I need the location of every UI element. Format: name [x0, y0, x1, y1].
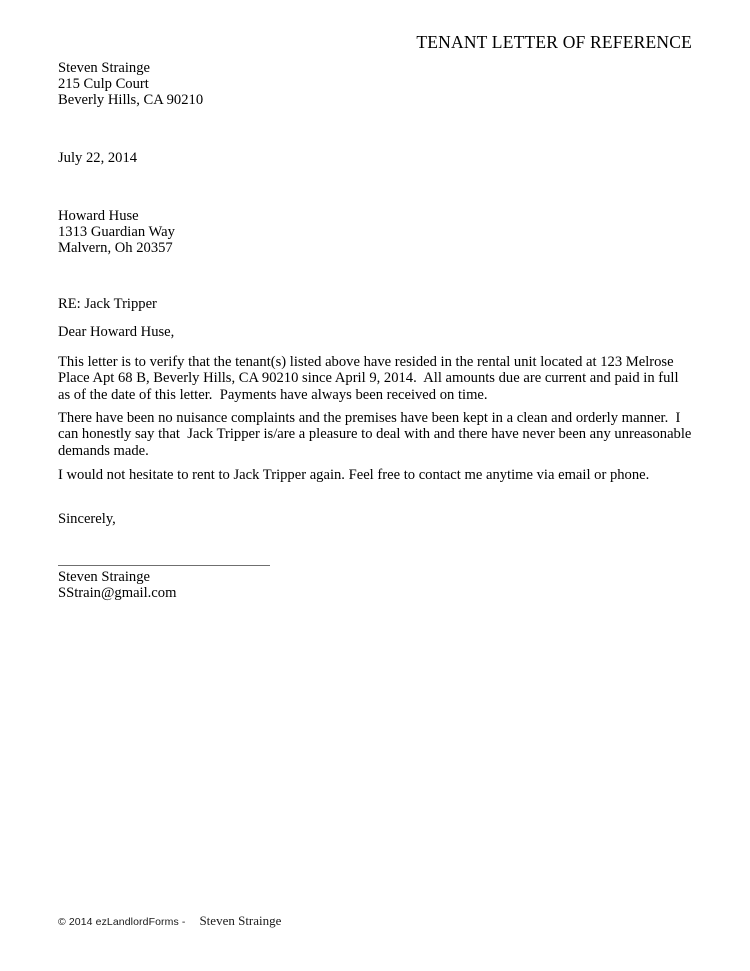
letter-date: July 22, 2014 — [58, 150, 138, 166]
closing-salutation: Sincerely, — [58, 511, 116, 527]
page-footer — [58, 913, 281, 929]
letter-date-block — [58, 150, 137, 166]
body-paragraph-1: This letter is to verify that the tenant(s) listed above have resided in the rental unit located at 123 Melrose Place Apt 68 B, Beverly Hills, CA 90210 since April 9, 2014. All amounts due are current and paid in full as of the date of this letter. Payments have always been received on time. — [58, 354, 683, 403]
signature-name: Steven Strainge — [58, 569, 151, 585]
closing-block — [58, 511, 116, 527]
signature-email: SStrain@gmail.com — [58, 585, 177, 602]
footer-name: Steven Strainge — [199, 913, 282, 928]
salutation-block — [58, 324, 174, 340]
sender-address-block — [58, 60, 203, 109]
subject-line-block — [58, 296, 157, 312]
recipient-address-block — [58, 208, 175, 257]
body-paragraph-2: There have been no nuisance complaints and the premises have been kept in a clean and orderly manner. I can honestly say that Jack Tripper is/are a pleasure to deal with and there have never been any unreasonable demands made. — [58, 410, 696, 459]
recipient-street: 1313 Guardian Way — [58, 224, 175, 241]
recipient-city-state-zip: Malvern, Oh 20357 — [58, 240, 173, 257]
footer-copyright: © 2014 ezLandlordForms - — [58, 916, 186, 928]
salutation-line: Dear Howard Huse, — [58, 324, 175, 340]
signature-block — [58, 569, 176, 601]
recipient-name: Howard Huse — [58, 208, 139, 224]
body-paragraph-3: I would not hesitate to rent to Jack Tripper again. Feel free to contact me anytime via email or phone. — [58, 467, 650, 483]
sender-city-state-zip: Beverly Hills, CA 90210 — [58, 92, 204, 109]
sender-name: Steven Strainge — [58, 60, 151, 76]
subject-line: RE: Jack Tripper — [58, 296, 157, 312]
page-title: TENANT LETTER OF REFERENCE — [416, 32, 692, 52]
signature-line-rule — [58, 565, 270, 566]
sender-street: 215 Culp Court — [58, 76, 149, 93]
